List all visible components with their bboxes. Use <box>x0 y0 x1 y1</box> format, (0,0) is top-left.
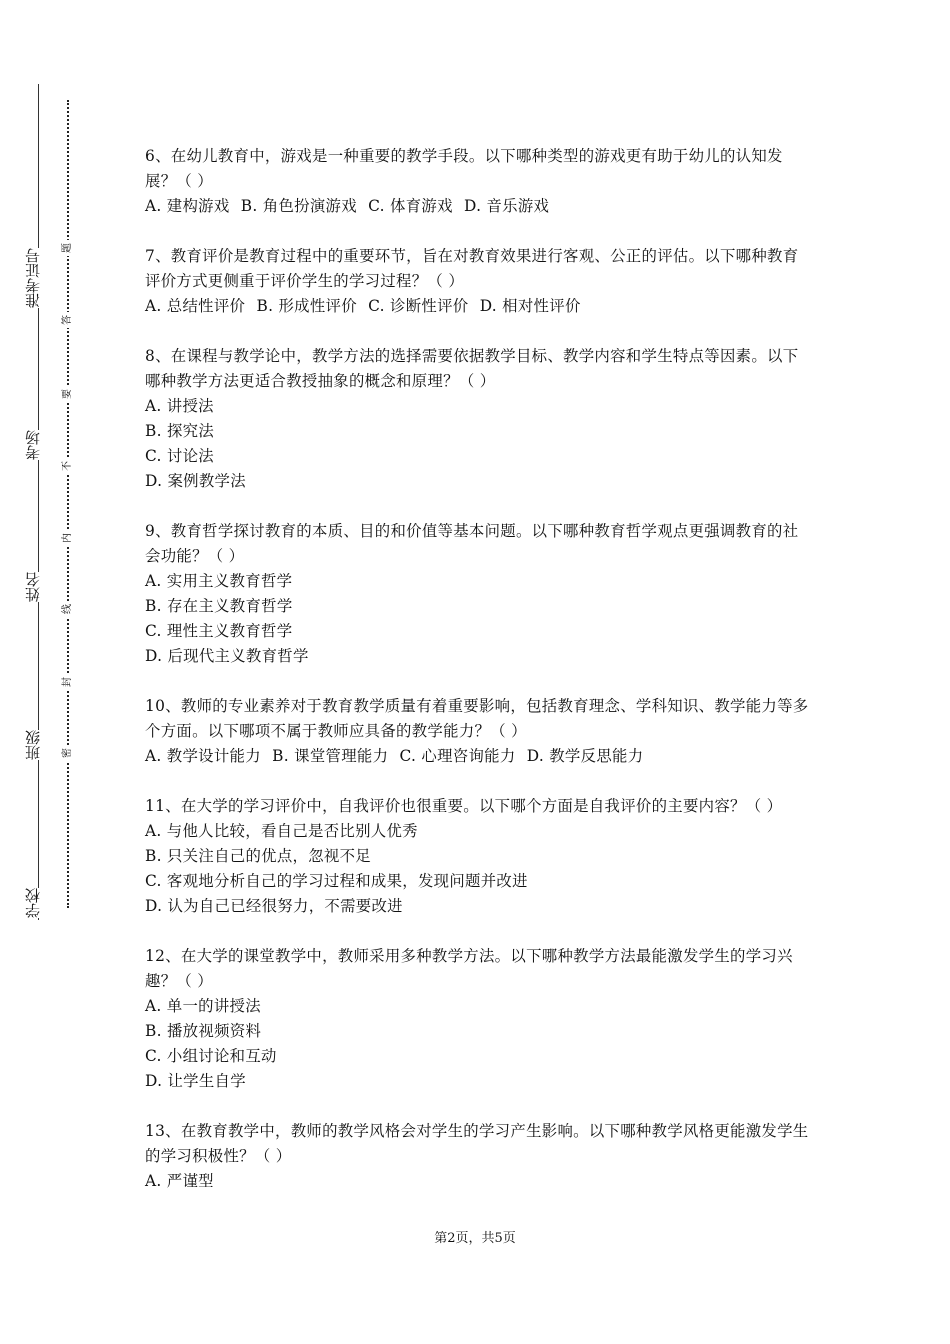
seal-char: 要 <box>62 386 74 402</box>
question-11 <box>145 794 813 919</box>
field-exam-number: 准考证号 <box>24 248 42 308</box>
field-name: 姓名 <box>24 572 42 602</box>
option-d: D. 让学生自学 <box>145 1072 246 1090</box>
question-13 <box>145 1119 813 1194</box>
option-c: C. 体育游戏 <box>368 197 453 215</box>
seal-char: 内 <box>62 530 74 546</box>
question-stem: 13、在教育教学中，教师的教学风格会对学生的学习产生影响。以下哪种教学风格更能激发学生的学习积极性？（ ） <box>145 1122 809 1165</box>
option-list <box>145 1169 813 1194</box>
field-class: 班级 <box>24 730 42 760</box>
question-stem: 12、在大学的课堂教学中，教师采用多种教学方法。以下哪种教学方法最能激发学生的学习兴趣？（ ） <box>145 947 793 990</box>
option-c: C. 小组讨论和互动 <box>145 1047 277 1065</box>
question-stem: 9、教育哲学探讨教育的本质、目的和价值等基本问题。以下哪种教育哲学观点更强调教育的社会功能？（ ） <box>145 522 799 565</box>
option-list <box>145 569 813 669</box>
option-c: C. 心理咨询能力 <box>399 747 516 765</box>
option-d: D. 后现代主义教育哲学 <box>145 647 309 665</box>
option-c: C. 诊断性评价 <box>368 297 469 315</box>
option-d: D. 音乐游戏 <box>464 197 550 215</box>
option-a: A. 讲授法 <box>145 397 214 415</box>
option-row <box>145 194 813 219</box>
option-b: B. 探究法 <box>145 422 215 440</box>
option-b: B. 课堂管理能力 <box>272 747 389 765</box>
question-stem: 11、在大学的学习评价中，自我评价也很重要。以下哪个方面是自我评价的主要内容？（ ） <box>145 797 783 815</box>
option-a: A. 单一的讲授法 <box>145 997 261 1015</box>
option-row <box>145 294 813 319</box>
page-number: 第2页，共5页 <box>434 1231 516 1246</box>
seal-char: 封 <box>62 674 74 690</box>
question-8 <box>145 344 813 494</box>
question-stem: 7、教育评价是教育过程中的重要环节，旨在对教育效果进行客观、公正的评估。以下哪种教育评价方式更侧重于评价学生的学习过程？（ ） <box>145 247 799 290</box>
option-a: A. 建构游戏 <box>145 197 230 215</box>
question-stem: 6、在幼儿教育中，游戏是一种重要的教学手段。以下哪种类型的游戏更有助于幼儿的认知发展？（ ） <box>145 147 783 190</box>
question-6 <box>145 144 813 219</box>
binding-solid-line <box>38 84 39 920</box>
option-list <box>145 394 813 494</box>
field-school: 学校 <box>24 888 42 918</box>
question-10 <box>145 694 813 769</box>
option-d: D. 认为自己已经很努力，不需要改进 <box>145 897 403 915</box>
option-a: A. 教学设计能力 <box>145 747 261 765</box>
option-c: C. 讨论法 <box>145 447 214 465</box>
option-b: B. 角色扮演游戏 <box>240 197 357 215</box>
question-stem: 10、教师的专业素养对于教育教学质量有着重要影响，包括教育理念、学科知识、教学能力等多个方面。以下哪项不属于教师应具备的教学能力？（ ） <box>145 697 809 740</box>
option-a: A. 实用主义教育哲学 <box>145 572 293 590</box>
option-d: D. 案例教学法 <box>145 472 246 490</box>
seal-dotted-line <box>67 100 69 908</box>
seal-char: 线 <box>62 601 74 617</box>
question-stem: 8、在课程与教学论中，教学方法的选择需要依据教学目标、教学内容和学生特点等因素。以下哪种教学方法更适合教授抽象的概念和原理？（ ） <box>145 347 799 390</box>
option-b: B. 形成性评价 <box>256 297 357 315</box>
option-c: C. 客观地分析自己的学习过程和成果，发现问题并改进 <box>145 872 528 890</box>
field-exam-room: 考场 <box>24 430 42 460</box>
question-7 <box>145 244 813 319</box>
option-c: C. 理性主义教育哲学 <box>145 622 293 640</box>
option-a: A. 严谨型 <box>145 1172 214 1190</box>
seal-char: 密 <box>62 745 74 761</box>
option-d: D. 相对性评价 <box>479 297 581 315</box>
option-d: D. 教学反思能力 <box>526 747 644 765</box>
option-b: B. 只关注自己的优点，忽视不足 <box>145 847 371 865</box>
option-b: B. 播放视频资料 <box>145 1022 262 1040</box>
question-9 <box>145 519 813 669</box>
question-list <box>145 144 813 1219</box>
seal-char: 答 <box>62 312 74 328</box>
seal-char: 不 <box>62 458 74 474</box>
option-list <box>145 819 813 919</box>
option-a: A. 总结性评价 <box>145 297 246 315</box>
seal-char: 题 <box>62 240 74 256</box>
option-list <box>145 994 813 1094</box>
option-a: A. 与他人比较，看自己是否比别人优秀 <box>145 822 418 840</box>
option-row <box>145 744 813 769</box>
question-12 <box>145 944 813 1094</box>
option-b: B. 存在主义教育哲学 <box>145 597 293 615</box>
